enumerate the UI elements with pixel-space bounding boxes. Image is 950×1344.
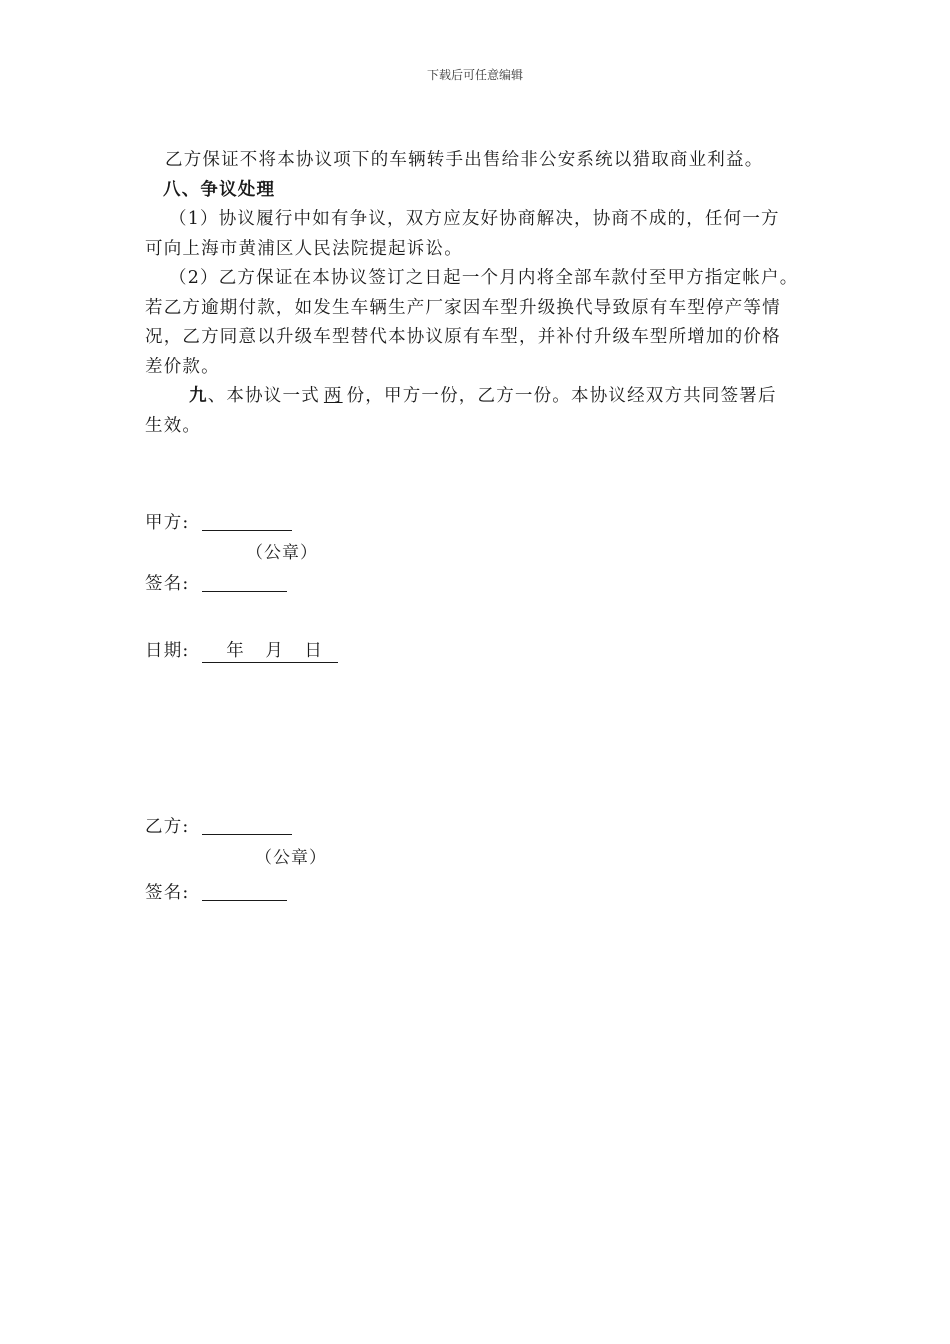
section-8-item-2-line-2: 若乙方逾期付款，如发生车辆生产厂家因车型升级换代导致原有车型停产等情: [145, 297, 781, 318]
guarantee-clause: 乙方保证不将本协议项下的车辆转手出售给非公安系统以猎取商业利益。: [165, 150, 764, 170]
party-a-name-blank[interactable]: [202, 512, 292, 531]
party-b-row: [145, 813, 292, 838]
section-8-item-1-line-1: （1）协议履行中如有争议，双方应友好协商解决，协商不成的，任何一方: [169, 209, 780, 229]
party-b-label: 乙方:: [145, 817, 190, 837]
party-b-sign-label: 签名:: [145, 883, 190, 903]
party-a-seal: （公章）: [246, 543, 318, 563]
party-a-signature-blank[interactable]: [202, 573, 287, 592]
section-9-copies: 两: [323, 386, 343, 406]
section-8-item-1-line-2: 可向上海市黄浦区人民法院提起诉讼。: [145, 238, 463, 259]
page-header-note: 下载后可任意编辑: [426, 68, 523, 82]
section-9-line-1: [145, 382, 807, 412]
party-a-date-value[interactable]: 年 月 日: [202, 637, 338, 663]
party-b-name-blank[interactable]: [202, 816, 292, 835]
clause-body: [145, 146, 807, 441]
section-8-item-2-line-4: 差价款。: [145, 356, 220, 377]
section-8-item-2-line-3: 况，乙方同意以升级车型替代本协议原有车型，并补付升级车型所增加的价格: [145, 327, 781, 347]
section-8-item-2-line-1: （2）乙方保证在本协议签订之日起一个月内将全部车款付至甲方指定帐户。: [169, 268, 799, 288]
party-b-sign-row: [145, 879, 287, 904]
party-a-row: [145, 509, 292, 534]
party-a-sign-label: 签名:: [145, 574, 190, 594]
party-b-signature-blank[interactable]: [202, 882, 287, 901]
section-9-text-post: 份，甲方一份，乙方一份。本协议经双方共同签署后: [346, 386, 777, 406]
section-8-title: 八、争议处理: [163, 179, 276, 200]
party-a-date-label: 日期:: [145, 641, 190, 661]
party-a-date-row: [145, 637, 338, 663]
party-a-sign-row: [145, 570, 287, 595]
section-9-text-pre: 、本协议一式: [207, 386, 320, 406]
party-a-label: 甲方:: [145, 513, 190, 533]
section-9-number: 九: [189, 386, 208, 406]
party-b-seal: （公章）: [255, 848, 327, 868]
section-9-line-2: 生效。: [145, 415, 202, 436]
